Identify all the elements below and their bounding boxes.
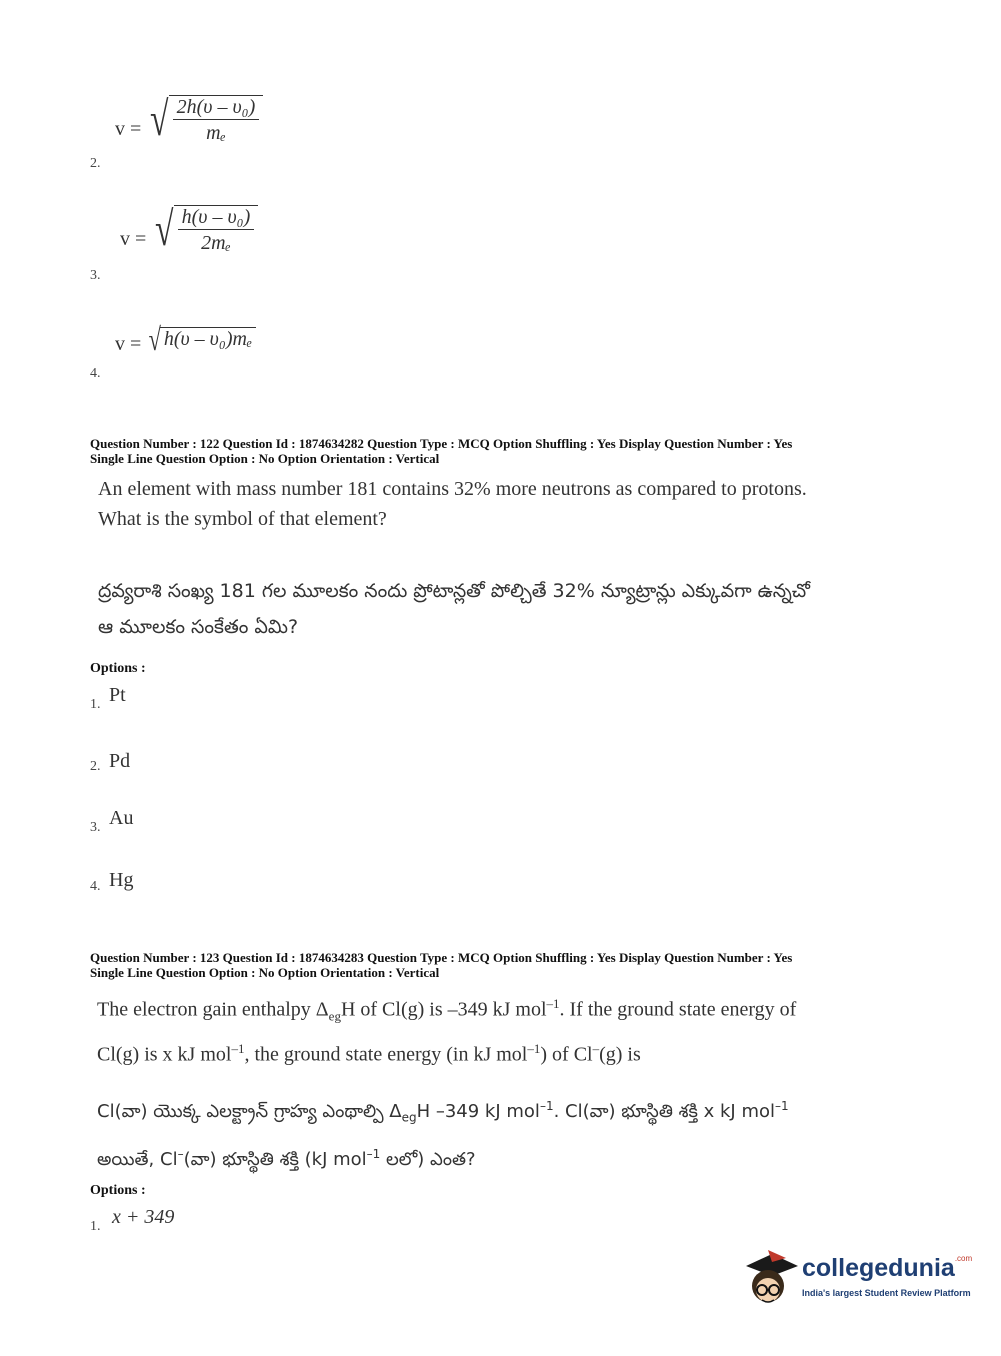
sqrt-icon: √ [155, 203, 174, 256]
option-number: 4. [90, 366, 101, 381]
logo-tagline: India's largest Student Review Platform [802, 1288, 971, 1298]
question-meta: Question Number : 122 Question Id : 1874634282 Question Type : MCQ Option Shuffling : Yes Display Question Number : Yes Single Line Question Option : No Option Orientation : Vertical [90, 436, 793, 466]
option-number: 3. [90, 268, 101, 283]
options-label: Options : [90, 661, 146, 676]
question-text-english: An element with mass number 181 contains 32% more neutrons as compared to protons. What is the symbol of that element? [98, 478, 807, 530]
collegedunia-logo[interactable] [740, 1250, 973, 1310]
options-label: Options : [90, 1183, 146, 1198]
formula-option-2: v = √ $\frac{\text{2h(υ – υ₀)}}{\text{mₑ}}$ [115, 95, 263, 145]
formula-option-4: v = √ h(υ – υ₀)mₑ [115, 323, 256, 356]
question-text-english: The electron gain enthalpy $\Delta_{eg}H$ of Cl(g) is –349 kJ mol$^{-1}$. If the ground state energy of Cl(g) is x kJ mol$^{-1}$, the ground state energy (in kJ mol$^{-1}$) of Cl–(g) is [97, 996, 797, 1066]
formula-option-3: v = √ $\frac{\text{h(υ – υ₀)}}{\text{2mₑ}}$ [120, 205, 258, 255]
question-meta: Question Number : 123 Question Id : 1874634283 Question Type : MCQ Option Shuffling : Yes Display Question Number : Yes Single Line Question Option : No Option Orientation : Vertical [90, 950, 793, 980]
sqrt-icon: √ [148, 321, 162, 357]
logo-name: collegedunia [802, 1254, 955, 1282]
mascot-graduation-cap-icon [740, 1250, 802, 1310]
logo-suffix: .com [954, 1254, 973, 1263]
option-number: 2. [90, 156, 101, 171]
question-text-telugu: ద్రవ్యరాశి సంఖ్య 181 గల మూలకం నందు ప్రోటాన్లతో పోల్చితే 32% న్యూట్రాన్లు ఎక్కువగా ఉన్నచో ఆ మూలకం సంకేతం ఏమి? [98, 580, 811, 638]
sqrt-icon: √ [150, 93, 169, 146]
question-text-telugu: Cl(వా) యొక్క ఎలక్ట్రాన్ గ్రాహ్య ఎంథాల్పి $\Delta_{eg}H$ –349 kJ mol$^{-1}$. Cl(వా) భూస్థితి శక్తి x kJ mol$^{-1}$ అయితే, Cl–(వా) భూస్థితి శక్తి (kJ mol$^{-1}$ లలో) ఎంత? [97, 1099, 789, 1170]
